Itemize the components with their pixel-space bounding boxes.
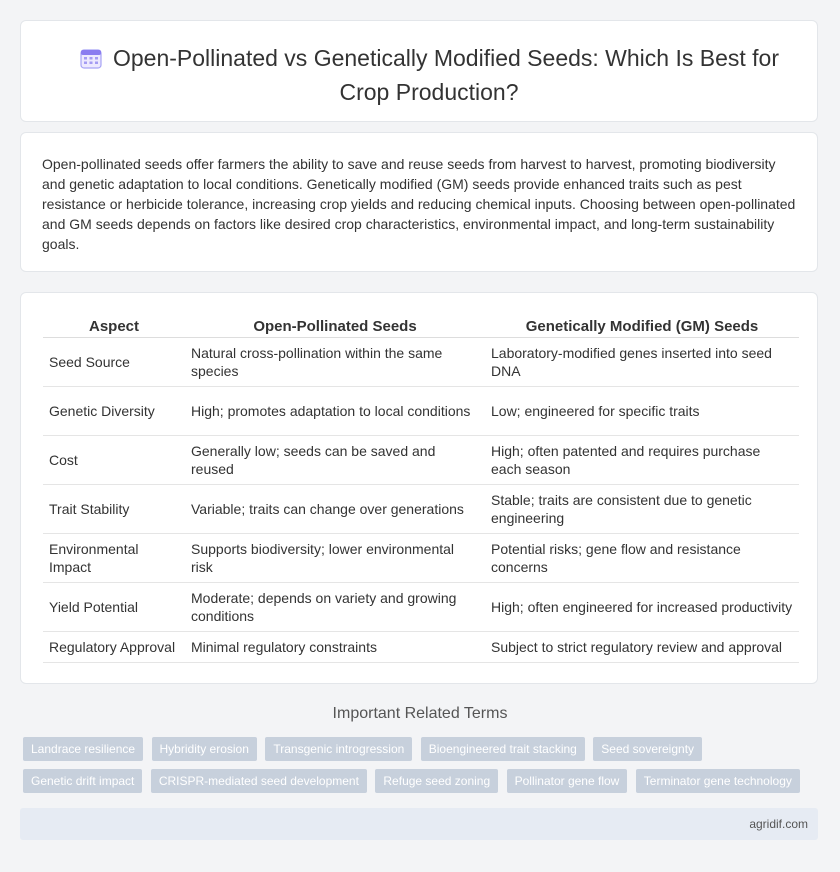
table-cell: Environmental Impact	[43, 534, 185, 583]
term-tag[interactable]: Seed sovereignty	[593, 737, 702, 761]
table-row	[43, 338, 799, 387]
term-tag[interactable]: Transgenic introgression	[265, 737, 412, 761]
table-cell: Moderate; depends on variety and growing conditions	[185, 583, 485, 632]
table-row	[43, 534, 799, 583]
page-title-wrap	[61, 43, 797, 107]
table-row	[43, 387, 799, 436]
term-tag[interactable]: Bioengineered trait stacking	[421, 737, 585, 761]
term-tag[interactable]: Refuge seed zoning	[375, 769, 498, 793]
comparison-table	[43, 315, 799, 663]
footer-bar	[20, 808, 818, 840]
table-cell: Stable; traits are consistent due to genetic engineering	[485, 485, 799, 534]
header-gm: Genetically Modified (GM) Seeds	[485, 315, 799, 338]
term-tag[interactable]: Pollinator gene flow	[507, 769, 628, 793]
term-tag[interactable]: Terminator gene technology	[636, 769, 800, 793]
table-cell: Regulatory Approval	[43, 632, 185, 663]
table-cell: Yield Potential	[43, 583, 185, 632]
related-terms-title: Important Related Terms	[332, 705, 508, 722]
table-row	[43, 436, 799, 485]
table-cell: Low; engineered for specific traits	[485, 387, 799, 436]
title-card	[20, 20, 818, 122]
table-cell: Genetic Diversity	[43, 387, 185, 436]
table-cell: Trait Stability	[43, 485, 185, 534]
term-tag[interactable]: Genetic drift impact	[23, 769, 142, 793]
table-header-row	[43, 315, 799, 338]
table-cell: Variable; traits can change over generations	[185, 485, 485, 534]
page-title: Open-Pollinated vs Genetically Modified Seeds: Which Is Best for Crop Production?	[112, 45, 780, 105]
header-aspect: Aspect	[43, 315, 185, 338]
header-open-pollinated: Open-Pollinated Seeds	[185, 315, 485, 338]
table-cell: Generally low; seeds can be saved and reused	[185, 436, 485, 485]
table-cell: Natural cross-pollination within the same species	[185, 338, 485, 387]
comparison-card	[20, 292, 818, 684]
term-tag[interactable]: Landrace resilience	[23, 737, 143, 761]
table-cell: High; promotes adaptation to local conditions	[185, 387, 485, 436]
term-tag[interactable]: Hybridity erosion	[152, 737, 257, 761]
table-cell: Seed Source	[43, 338, 185, 387]
table-cell: Subject to strict regulatory review and approval	[485, 632, 799, 663]
table-row	[43, 632, 799, 663]
related-terms-tags	[23, 737, 813, 801]
intro-card	[20, 132, 818, 272]
table-cell: Supports biodiversity; lower environmental risk	[185, 534, 485, 583]
term-tag[interactable]: CRISPR-mediated seed development	[151, 769, 367, 793]
table-cell: High; often patented and requires purchase each season	[485, 436, 799, 485]
intro-paragraph: Open-pollinated seeds offer farmers the ability to save and reuse seeds from harvest to harvest, promoting biodiversity and genetic adaptation to local conditions. Genetically modified (GM) seeds provide enhanced traits such as pest resistance or herbicide tolerance, increasing crop yields and reducing chemical inputs. Choosing between open-pollinated and GM seeds depends on factors like desired crop characteristics, environmental impact, and long-term sustainability goals.	[42, 156, 796, 252]
table-cell: Minimal regulatory constraints	[185, 632, 485, 663]
calendar-icon	[79, 46, 103, 77]
footer-site-link[interactable]: agridif.com	[749, 817, 808, 831]
table-cell: Potential risks; gene flow and resistance concerns	[485, 534, 799, 583]
table-row	[43, 583, 799, 632]
table-cell: High; often engineered for increased productivity	[485, 583, 799, 632]
table-cell: Laboratory-modified genes inserted into seed DNA	[485, 338, 799, 387]
table-cell: Cost	[43, 436, 185, 485]
table-row	[43, 485, 799, 534]
